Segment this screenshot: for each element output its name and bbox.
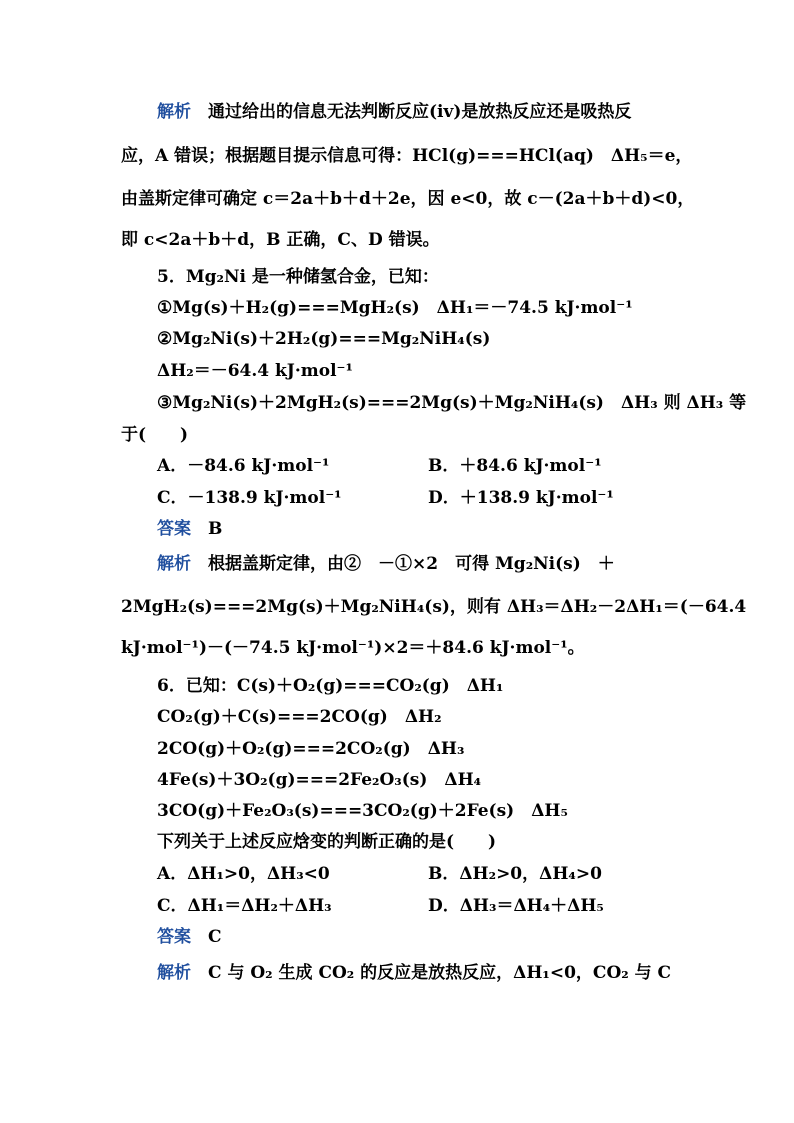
text-line: 由盖斯定律可确定 c＝2a＋b＋d＋2e，因 e<0，故 c－(2a＋b＋d)<0， — [121, 189, 695, 209]
option-a: A．ΔH₁>0，ΔH₃<0 — [157, 864, 330, 884]
equation-line: CO₂(g)＋C(s)===2CO(g) ΔH₂ — [157, 707, 442, 727]
question-blank: 于( ) — [121, 425, 189, 445]
analysis-label: 解析 — [157, 554, 191, 574]
analysis-label: 解析 — [157, 963, 191, 983]
question-6-stem: 6．已知：C(s)＋O₂(g)===CO₂(g) ΔH₁ — [157, 676, 504, 696]
analysis-line: 解析 C 与 O₂ 生成 CO₂ 的反应是放热反应，ΔH₁<0，CO₂ 与 C — [157, 963, 672, 983]
option-b: B．＋84.6 kJ·mol⁻¹ — [428, 456, 602, 476]
equation-3: ③Mg₂Ni(s)＋2MgH₂(s)===2Mg(s)＋Mg₂NiH₄(s) ΔH₃ 则 ΔH₃ 等 — [157, 393, 747, 413]
equation-1: ①Mg(s)＋H₂(g)===MgH₂(s) ΔH₁＝－74.5 kJ·mol⁻¹ — [157, 298, 633, 318]
option-a: A．－84.6 kJ·mol⁻¹ — [157, 456, 330, 476]
option-d: D．＋138.9 kJ·mol⁻¹ — [428, 488, 614, 508]
analysis-line: 解析 根据盖斯定律，由② －①×2 可得 Mg₂Ni(s) ＋ — [157, 554, 615, 574]
question-5-stem: 5．Mg₂Ni 是一种储氢合金，已知： — [157, 267, 439, 287]
text-line: 即 c<2a＋b＋d，B 正确，C、D 错误。 — [121, 230, 440, 250]
equation-line: 3CO(g)＋Fe₂O₃(s)===3CO₂(g)＋2Fe(s) ΔH₅ — [157, 801, 568, 821]
text-line: 2MgH₂(s)===2Mg(s)＋Mg₂NiH₄(s)，则有 ΔH₃＝ΔH₂－2ΔH₁＝(－64.4 — [121, 597, 747, 617]
answer-line: 答案 B — [157, 519, 223, 539]
equation-2: ②Mg₂Ni(s)＋2H₂(g)===Mg₂NiH₄(s) — [157, 329, 491, 349]
analysis-label: 解析 — [157, 102, 191, 122]
text-line: kJ·mol⁻¹)－(－74.5 kJ·mol⁻¹)×2＝＋84.6 kJ·mol⁻¹。 — [121, 638, 585, 658]
answer-label: 答案 — [157, 519, 191, 539]
analysis-line: 解析 通过给出的信息无法判断反应(ⅳ)是放热反应还是吸热反 — [157, 102, 632, 122]
answer-line: 答案 C — [157, 927, 222, 947]
question-prompt: 下列关于上述反应焓变的判断正确的是( ) — [157, 832, 497, 852]
equation-line: 4Fe(s)＋3O₂(g)===2Fe₂O₃(s) ΔH₄ — [157, 770, 482, 790]
equation-line: 2CO(g)＋O₂(g)===2CO₂(g) ΔH₃ — [157, 739, 465, 759]
option-c: C．－138.9 kJ·mol⁻¹ — [157, 488, 342, 508]
option-b: B．ΔH₂>0，ΔH₄>0 — [428, 864, 602, 884]
option-d: D．ΔH₃＝ΔH₄＋ΔH₅ — [428, 896, 604, 916]
option-c: C．ΔH₁＝ΔH₂＋ΔH₃ — [157, 896, 332, 916]
equation-2-enthalpy: ΔH₂＝－64.4 kJ·mol⁻¹ — [157, 361, 353, 381]
answer-label: 答案 — [157, 927, 191, 947]
text-line: 应，A 错误；根据题目提示信息可得：HCl(g)===HCl(aq) ΔH₅＝e， — [121, 146, 693, 166]
